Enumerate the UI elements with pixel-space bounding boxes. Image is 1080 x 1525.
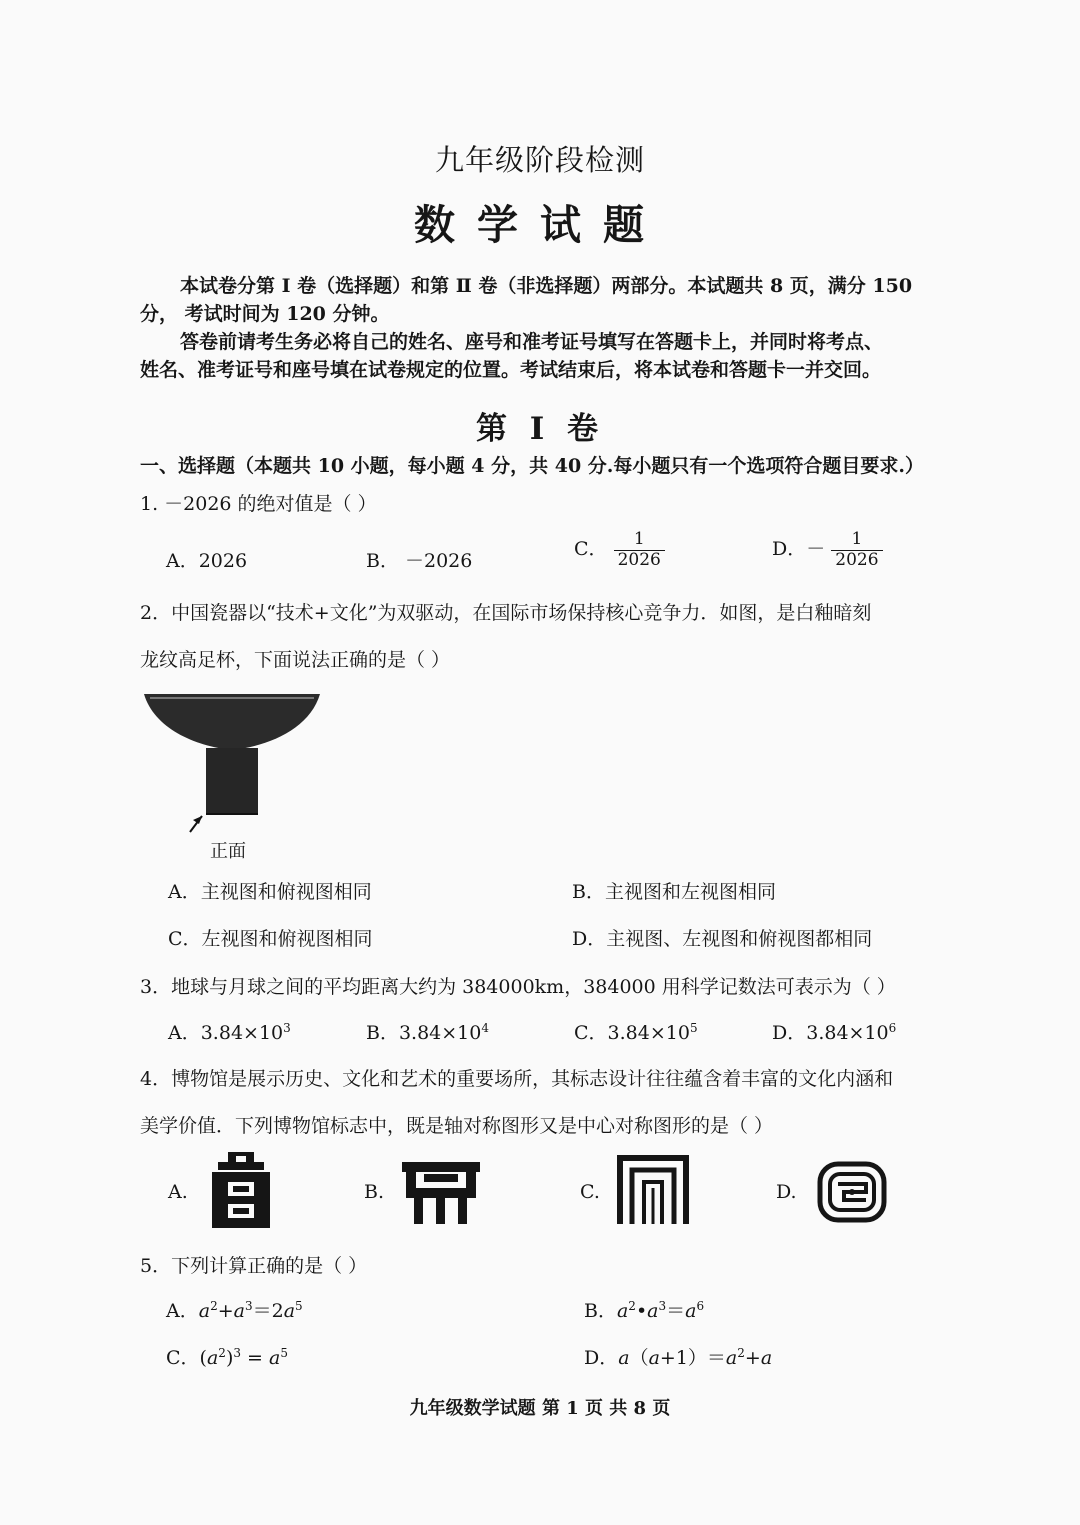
section-title: 第 I 卷: [475, 411, 605, 447]
q4-stem-line-1: 4．博物馆是展示历史、文化和艺术的重要场所，其标志设计往往蕴含着丰富的文化内涵和: [140, 1068, 894, 1090]
q1-option-c-fraction: [614, 530, 665, 570]
q2-option-a: A．主视图和俯视图相同: [168, 881, 372, 903]
q4-option-b-label: B.: [364, 1181, 385, 1203]
museum-logo-a-icon: [208, 1150, 274, 1232]
q3-option-d-base: D．3.84×10: [772, 1022, 889, 1044]
q4-option-c-label: C.: [580, 1181, 600, 1203]
q3-option-d: [772, 1018, 896, 1045]
q3-stem: 3．地球与月球之间的平均距离大约为 384000km，384000 用科学记数法可表示为（ ）: [140, 976, 896, 998]
q5-option-c: C．$(a^2)^3 = a^5$: [166, 1346, 288, 1369]
intro-line-2: 分， 考试时间为 120 分钟。: [140, 303, 390, 325]
q3-option-b-base: B．3.84×10: [366, 1022, 482, 1044]
q1-option-d-label: D．－: [772, 538, 826, 561]
q2-option-c: C．左视图和俯视图相同: [168, 928, 373, 950]
cup-bowl: [144, 694, 320, 750]
q4-option-d-label: D.: [776, 1181, 797, 1203]
q2-option-b: B．主视图和左视图相同: [572, 881, 776, 903]
q5-option-b: B．$a^2•a^3=a^6$: [584, 1299, 705, 1322]
cup-stem: [206, 748, 258, 814]
q3-option-c-exponent: 5: [689, 1021, 698, 1035]
q1-option-a: A．2026: [166, 550, 248, 572]
q3-option-c: [574, 1018, 698, 1045]
q1-stem: 1. －2026 的绝对值是（ ）: [140, 493, 377, 515]
arrow-head: [193, 816, 202, 824]
q3-option-d-exponent: 6: [888, 1021, 897, 1035]
q1-option-c: [574, 530, 665, 570]
intro-line-1: 本试卷分第 Ⅰ 卷（选择题）和第 Ⅱ 卷（非选择题）两部分。本试题共 8 页，满分 150: [180, 275, 913, 297]
intro-line-3: 答卷前请考生务必将自己的姓名、座号和准考证号填写在答题卡上，并同时将考点、: [180, 331, 884, 353]
q3-option-c-base: C．3.84×10: [574, 1022, 690, 1044]
q5-option-b-label: B．: [584, 1300, 617, 1322]
q5-option-c-label: C．: [166, 1347, 200, 1369]
q3-option-a-exponent: 3: [283, 1021, 291, 1035]
page-footer: 九年级数学试题 第 1 页 共 8 页: [409, 1398, 671, 1419]
q5-option-d-label: D．: [584, 1347, 619, 1369]
q1-option-d: [772, 530, 883, 570]
q5-option-a: A．$a^2+a^3=2a^5$: [166, 1299, 303, 1322]
q2-option-d: D．主视图、左视图和俯视图都相同: [572, 928, 873, 950]
q3-option-a: [168, 1018, 291, 1045]
q5-option-a-label: A．: [166, 1300, 199, 1322]
q2-stem-line-1: 2．中国瓷器以“技术+文化”为双驱动，在国际市场保持核心竞争力．如图，是白釉暗刻: [140, 602, 872, 624]
q2-stem-line-2: 龙纹高足杯，下面说法正确的是（ ）: [140, 649, 451, 671]
cup-figure: [140, 688, 330, 838]
q1-option-b: B． －2026: [366, 550, 473, 572]
q5-option-d: D．$a(a+1)=a^2+a$: [584, 1346, 773, 1369]
q1-option-c-label: C．: [574, 538, 608, 561]
q1-option-c-numerator: 1: [614, 530, 665, 551]
intro-line-4: 姓名、准考证号和座号填在试卷规定的位置。考试结束后，将本试卷和答题卡一并交回。: [140, 359, 882, 381]
figure-caption-front: 正面: [210, 841, 246, 862]
q3-option-a-base: A．3.84×10: [168, 1022, 284, 1044]
q4-option-a-label: A.: [168, 1181, 188, 1203]
museum-logo-b-icon: [400, 1158, 482, 1226]
museum-logo-c-icon: [616, 1154, 690, 1226]
section-heading: 一、选择题（本题共 10 小题，每小题 4 分，共 40 分.每小题只有一个选项符合题目要求.）: [140, 455, 925, 477]
q1-option-d-fraction: [831, 530, 882, 570]
exam-title: 数学试题: [414, 201, 666, 249]
q4-stem-line-2: 美学价值．下列博物馆标志中，既是轴对称图形又是中心对称图形的是（ ）: [140, 1115, 774, 1137]
museum-logo-d-icon: [814, 1158, 890, 1226]
q1-option-d-denominator: 2026: [835, 549, 879, 570]
q1-option-c-denominator: 2026: [617, 549, 661, 570]
exam-subtitle: 九年级阶段检测: [434, 143, 645, 177]
q3-option-b: [366, 1018, 489, 1045]
q5-stem: 5．下列计算正确的是（ ）: [140, 1255, 368, 1277]
q3-option-b-exponent: 4: [481, 1021, 490, 1035]
q1-option-d-numerator: 1: [831, 530, 882, 551]
